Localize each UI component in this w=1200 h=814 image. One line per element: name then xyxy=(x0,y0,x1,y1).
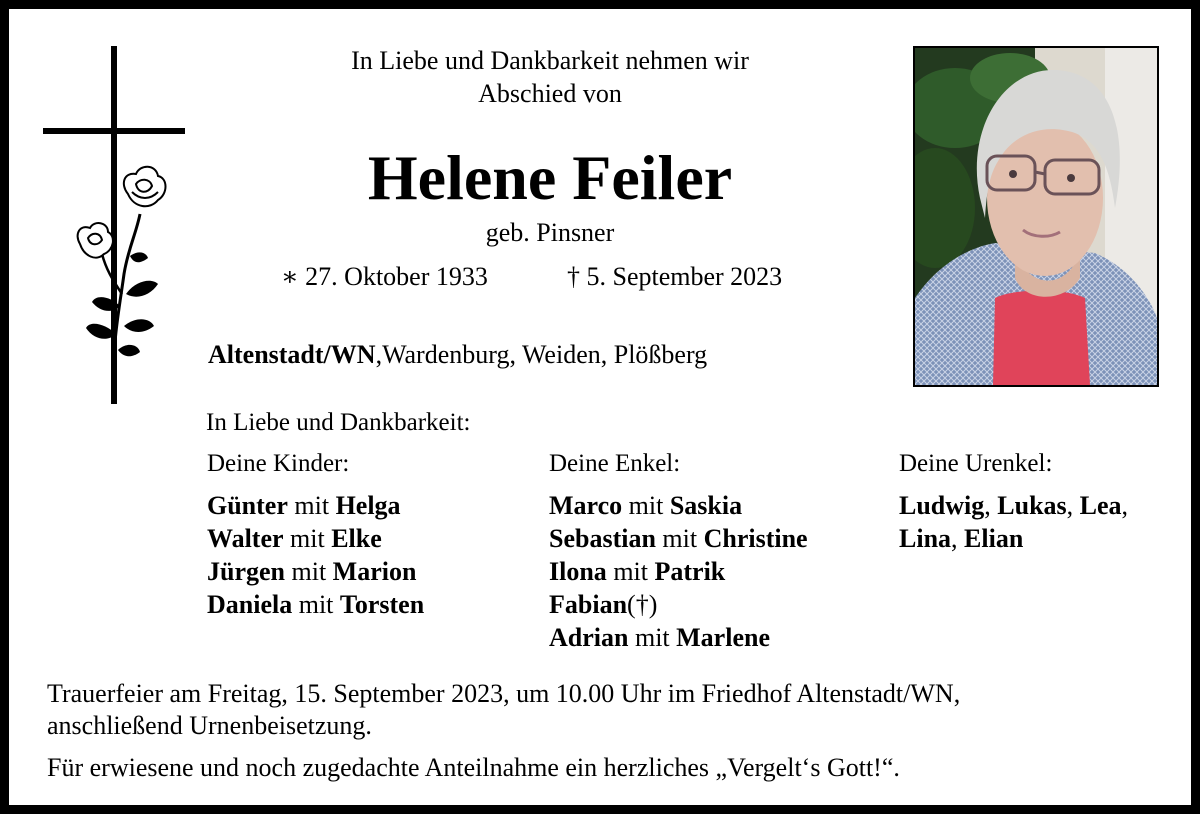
children-title: Deine Kinder: xyxy=(207,450,350,477)
list-item: Jürgen mit Marion xyxy=(207,557,417,586)
birth-date xyxy=(281,262,488,292)
list-item: Günter mit Helga xyxy=(207,491,401,520)
grandchildren-title: Deine Enkel: xyxy=(549,450,681,477)
death-symbol: † xyxy=(567,262,580,291)
list-item: Marco mit Saskia xyxy=(549,491,743,520)
deceased-name: Helene Feiler xyxy=(367,142,733,213)
list-item: Adrian mit Marlene xyxy=(549,623,770,652)
intro-line-1: In Liebe und Dankbarkeit nehmen wir xyxy=(351,46,749,75)
list-item: Fabian(†) xyxy=(549,590,658,619)
mourners-heading: In Liebe und Dankbarkeit: xyxy=(206,409,471,436)
great-grandchildren-list xyxy=(899,489,1128,555)
list-item: Walter mit Elke xyxy=(207,524,382,553)
list-item: Ludwig, Lukas, Lea, xyxy=(899,491,1129,520)
birth-date-text: 27. Oktober 1933 xyxy=(305,262,488,291)
grandchildren-list xyxy=(549,489,808,654)
list-item: Sebastian mit Christine xyxy=(549,524,808,553)
list-item: Ilona mit Patrik xyxy=(549,557,726,586)
death-date xyxy=(567,262,782,292)
list-item: Daniela mit Torsten xyxy=(207,590,425,619)
town-primary: Altenstadt/WN xyxy=(208,340,376,369)
portrait-photo xyxy=(913,46,1159,387)
list-item: Lina, Elian xyxy=(899,524,1024,553)
service-line-1: Trauerfeier am Freitag, 15. September 2023, um 10.00 Uhr im Friedhof Altenstadt/WN, xyxy=(47,679,961,708)
birth-symbol: ∗ xyxy=(281,262,299,291)
maiden-name: geb. Pinsner xyxy=(485,218,615,247)
thanks-line: Für erwiesene und noch zugedachte Anteilnahme ein herzliches „Vergelt‘s Gott!“. xyxy=(47,753,900,782)
towns-line xyxy=(208,340,707,370)
great-grandchildren-title: Deine Urenkel: xyxy=(899,450,1053,477)
service-line-2: anschließend Urnenbeisetzung. xyxy=(47,711,372,740)
death-date-text: 5. September 2023 xyxy=(586,262,783,291)
town-others: ,Wardenburg, Weiden, Plößberg xyxy=(375,340,708,369)
cross-with-rose-icon xyxy=(40,44,190,406)
children-list xyxy=(207,489,424,621)
intro-line-2: Abschied von xyxy=(478,79,622,108)
